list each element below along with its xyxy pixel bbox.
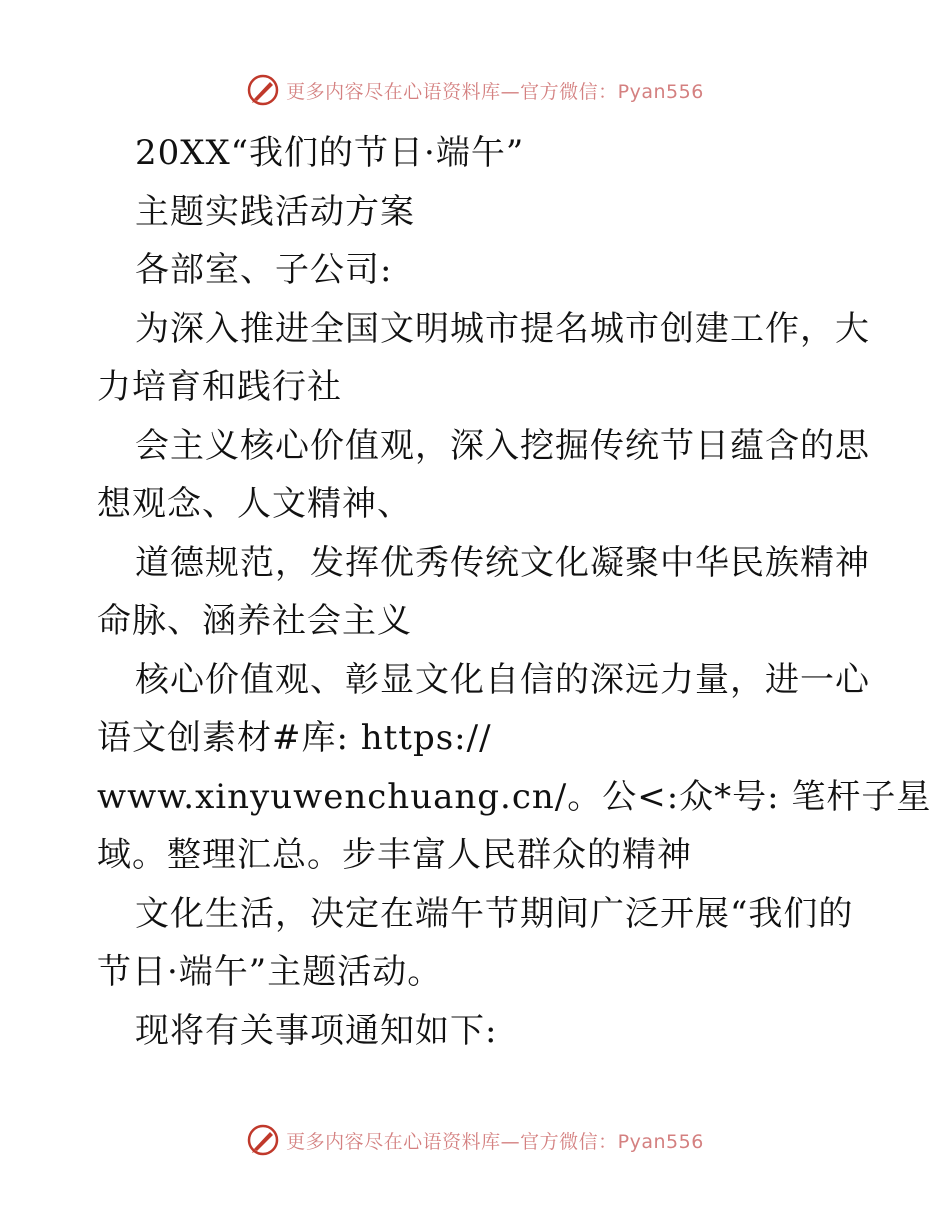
text-line: 各部室、子公司: — [135, 250, 393, 290]
text-line: 主题实践活动方案 — [135, 191, 415, 232]
text-line: 域。整理汇总。步丰富人民群众的精神 — [97, 835, 692, 875]
quill-logo-icon — [246, 73, 280, 107]
text-line: 文化生活，决定在端午节期间广泛开展“我们的 — [135, 893, 854, 934]
text-line: 想观念、人文精神、 — [97, 484, 412, 524]
text-line: 会主义核心价值观，深入挖掘传统节日蕴含的思 — [135, 425, 870, 466]
text-line: www.xinyuwenchuang.cn/。公<:众*号: 笔杆子星 — [97, 776, 932, 817]
text-line: 力培育和践行社 — [97, 367, 342, 407]
quill-logo-icon — [246, 1123, 280, 1157]
watermark-text: 更多内容尽在心语资料库—官方微信：Pyan556 — [286, 1130, 704, 1153]
text-line: 节日·端午”主题活动。 — [97, 952, 443, 992]
footer-watermark — [0, 1120, 950, 1160]
header-watermark — [0, 70, 950, 110]
text-line: 现将有关事项通知如下: — [135, 1010, 498, 1051]
text-line: 为深入推进全国文明城市提名城市创建工作，大 — [135, 308, 870, 349]
text-line: 20XX“我们的节日·端午” — [135, 133, 525, 173]
document-body — [97, 124, 932, 1060]
text-line: 语文创素材#库: https:// — [97, 718, 492, 758]
watermark-text: 更多内容尽在心语资料库—官方微信：Pyan556 — [286, 80, 704, 103]
text-line: 命脉、涵养社会主义 — [97, 601, 412, 641]
text-line: 核心价值观、彰显文化自信的深远力量，进一心 — [135, 659, 870, 700]
text-line: 道德规范，发挥优秀传统文化凝聚中华民族精神 — [135, 542, 870, 583]
